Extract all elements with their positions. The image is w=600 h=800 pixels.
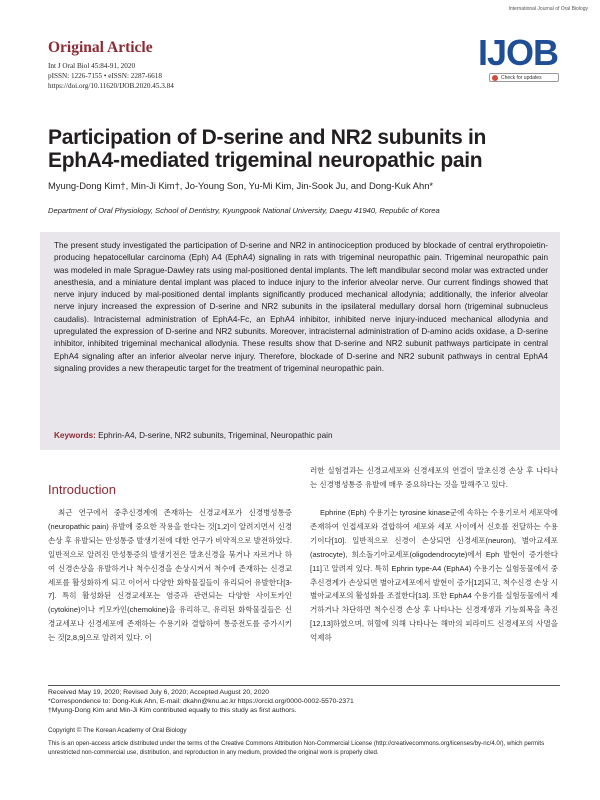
title-line-1: Participation of D-serine and NR2 subunits in [48, 126, 487, 149]
intro-column-1: 최근 연구에서 중추신경계에 존재하는 신경교세포가 신경병성통증(neuropathic pain) 유발에 중요한 작용을 한다는 것[1,2]이 알려지면서 신경손상 후 유발되는 만성통증 발생기전에 대한 연구가 비약적으로 발전하였다. 일반적으로 알려진 만성통증의 발생기전은 말초신경을 묶거나 자르거나 하여 신경손상을 유발하거나 척수신경을 손상시켜서 척수에 존재하는 신경교세포를 활성화하게 되고 이어서 다양한 화학물질들이 유리되어 유발한다[3-7]. 특히 활성화된 신경교세포는 염증과 관련되는 다양한 사이토카인(cytokine)이나 키모카인(chemokine)을 유리하고, 유리된 화학물질들은 신경교세포나 신경세포에 존재하는 수용기와 결합하여 통증전도를 증가시키는 것[2,8,9]으로 알려져 있다. 이 [48, 508, 292, 643]
doi-link[interactable]: https://doi.org/10.11620/IJOB.2020.45.3.84 [48, 82, 174, 91]
citation-block [48, 61, 174, 92]
keywords-list: Ephrin-A4, D-serine, NR2 subunits, Trigeminal, Neuropathic pain [98, 431, 333, 440]
journal-logo [476, 32, 559, 73]
issn: pISSN: 1226-7155 • eISSN: 2287-6618 [48, 72, 162, 81]
affiliation: Department of Oral Physiology, School of Dentistry, Kyungpook National University, Daegu 41940, Republic of Korea [48, 206, 440, 215]
article-type-label: Original Article [48, 39, 153, 56]
keywords [54, 431, 333, 440]
author-list: Myung-Dong Kim†, Min-Ji Kim†, Jo-Young Son, Yu-Mi Kim, Jin-Sook Ju, and Dong-Kuk Ahn* [48, 180, 434, 191]
update-badge-icon [492, 75, 498, 81]
abstract-text: The present study investigated the participation of D-serine and NR2 in antinociception produced by blockade of central erythropoietin-producing hepatocellular carcinoma (Eph) A4 (EphA4) signaling in rats with trigeminal neuropathic pain. Trigeminal neuropathic pain was modeled in male Sprague-Dawley rats using mal-positioned dental implants. The left mandibular second molar was extracted under anesthesia, and a miniature dental implant was placed to induce injury to the inferior alveolar nerve. Our current findings showed that nerve injury induced by mal-positioned dental implants significantly produced mechanical allodynia; additionally, the inferior alveolar nerve injury increased the expression of D-serine and NR2 subunits in the ipsilateral medullary dorsal horn (trigeminal subnucleus caudalis). Intracisternal administration of EphA4-Fc, an EphA4 inhibitor, inhibited nerve injury-induced mechanical allodynia and upregulated the expression of D-serine and NR2 subunits. Moreover, intracisternal administration of D-amino acids oxidase, a D-serine inhibitor, inhibited trigeminal mechanical allodynia. These results show that D-serine and NR2 subunit pathways participate in central EphA4 signaling after an inferior alveolar nerve injury. Therefore, blockade of D-serine and NR2 subunit pathways in central EphA4 signaling provides a new therapeutic target for the treatment of trigeminal neuropathic pain. [54, 241, 548, 373]
intro-column-2-top: 러한 실험결과는 신경교세포와 신경세포의 연결이 말초신경 손상 후 나타나는 신경병성통증 유발에 매우 중요하다는 것을 말해주고 있다. [310, 466, 558, 489]
equal-contribution-note: †Myung-Dong Kim and Min-Ji Kim contributed equally to this study as first authors. [48, 707, 297, 714]
section-heading-introduction: Introduction [48, 482, 116, 497]
logo-text: IJOB [478, 32, 559, 73]
correspondence: *Correspondence to: Dong-Kuk Ahn, E-mail: dkahn@knu.ac.kr https://orcid.org/0000-0002-5570-2371 [48, 698, 354, 705]
intro-column-2-paragraph: Ephrine (Eph) 수용기는 tyrosine kinase군에 속하는 수용기로서 세포막에 존재하여 인접세포와 결합하여 세포와 세포 사이에서 신호를 전달하는 수용기이다[10]. 일반적으로 신경이 손상되면 신경세포(neuron), 별아교세포(astrocyte), 희소돌기아교세포(oligodendrocyte)에서 Eph 발현이 증가한다[11]고 알려져 있다. 특히 Ephrin type-A4 (EphA4) 수용기는 실험동물에서 중추신경계가 손상되면 별아교세포에서 발현이 증가[12]되고, 척수신경 손상 시 별아교세포의 활성화를 조절한다[13]. 또한 EphA4 수용기를 실험동물에서 제거하거나 차단하면 척수신경 손상 후 나타나는 신경재생과 기능회복을 촉진[12,13]하였으며, 허혈에 의해 나타나는 해마의 피라미드 신경세포의 사멸을 억제하 [310, 508, 558, 643]
received-dates: Received May 19, 2020; Revised July 6, 2020; Accepted August 20, 2020 [48, 689, 270, 696]
keywords-label: Keywords: [54, 431, 96, 440]
footnote-divider [48, 685, 560, 686]
title-line-2: EphA4-mediated trigeminal neuropathic pain [48, 149, 483, 172]
article-title [48, 126, 568, 172]
check-for-updates-button[interactable] [489, 73, 559, 82]
check-for-updates-label: Check for updates [501, 74, 542, 81]
citation: Int J Oral Biol 45:84-91, 2020 [48, 62, 136, 70]
copyright: Copyright © The Korean Academy of Oral Biology [48, 727, 187, 734]
journal-name: International Journal of Oral Biology [508, 6, 588, 12]
license-note: This is an open-access article distributed under the terms of the Creative Commons Attribution Non-Commercial License (http://creativecommons.org/licenses/by-nc/4.0/), which permits unrestricted non-commercial use, distribution, and reproduction in any medium, provided the original work is properly cited. [48, 740, 545, 756]
